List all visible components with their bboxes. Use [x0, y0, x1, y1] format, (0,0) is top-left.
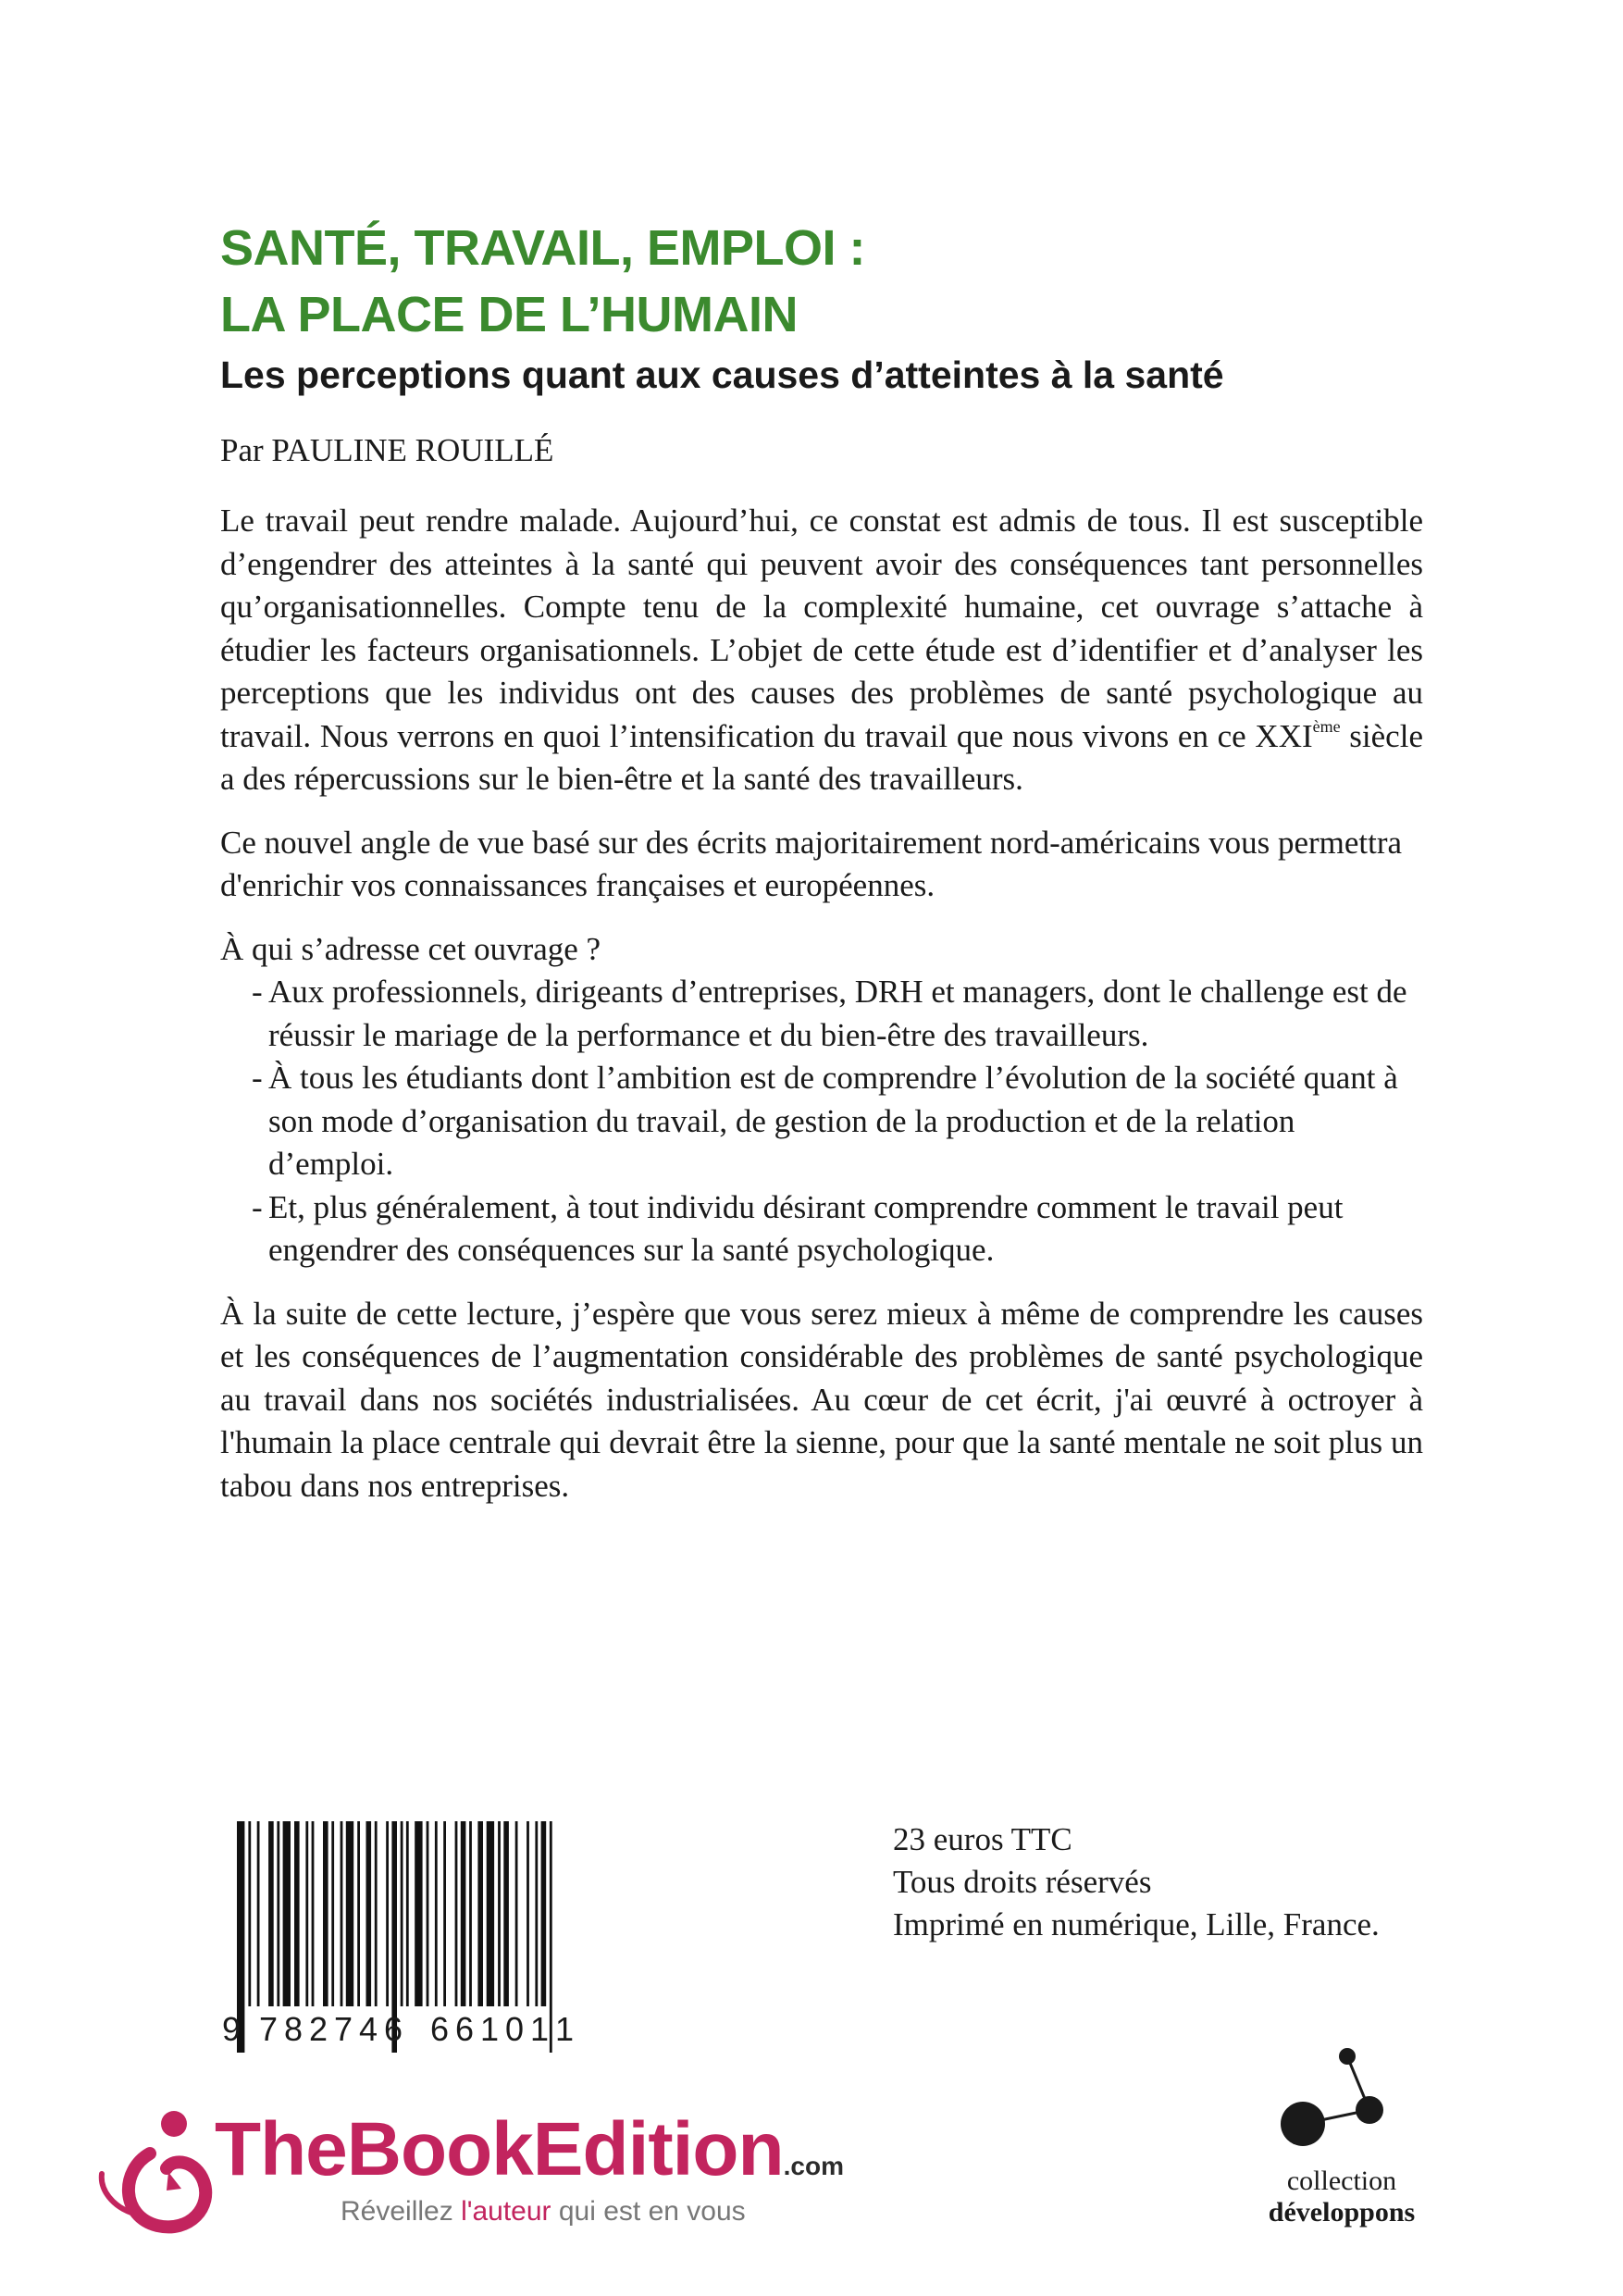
collection-molecule-icon: [1277, 2045, 1406, 2156]
paragraph-intro-part-2: siècle a des répercussions sur le bien-être et la santé des travailleurs.: [220, 717, 1423, 797]
barcode-bar: [277, 1821, 279, 2006]
book-title-line-2: LA PLACE DE L’HUMAIN: [220, 287, 798, 342]
collection-name: développons: [1268, 2197, 1416, 2228]
barcode-digit: 6: [430, 2010, 450, 2048]
century-superscript: ème: [1312, 716, 1341, 736]
back-cover-text: [220, 500, 1423, 1528]
barcode-bar: [366, 1821, 372, 2006]
barcode-bar: [248, 1821, 251, 2006]
book-subtitle: Les perceptions quant aux causes d’atteintes à la santé: [220, 354, 1224, 396]
barcode-digit: 0: [505, 2010, 525, 2048]
barcode-digit: 6: [384, 2010, 403, 2048]
barcode-bar: [312, 1821, 315, 2006]
barcode-bar: [294, 1821, 300, 2006]
barcode-bar: [515, 1821, 518, 2006]
audience-question: À qui s’adresse cet ouvrage ?: [220, 930, 601, 967]
barcode-bar: [443, 1821, 446, 2006]
barcode-digit: 9: [222, 2010, 242, 2048]
list-item-text: Aux professionnels, dirigeants d’entreprises, DRH et managers, dont le challenge est de réussir le mariage de la performance et du bien-être des travailleurs.: [268, 974, 1407, 1053]
barcode-digit: 4: [359, 2010, 378, 2048]
publisher-name: TheBookEdition: [215, 2107, 784, 2191]
barcode-bar: [455, 1821, 458, 2006]
barcode-bar: [427, 1821, 429, 2006]
barcode-bar: [346, 1821, 353, 2006]
list-item-text: Et, plus généralement, à tout individu désirant comprendre comment le travail peut engendrer des conséquences sur la santé psychologique.: [268, 1188, 1344, 1268]
list-item: [220, 1186, 1423, 1272]
barcode-bar: [406, 1821, 409, 2006]
publisher-tagline: [341, 2196, 746, 2228]
barcode-bar: [527, 1821, 529, 2006]
printed-label: Imprimé en numérique, Lille, France.: [893, 1906, 1380, 1942]
collection-label: [1240, 2166, 1443, 2228]
pricing-block: [893, 1818, 1380, 1946]
list-dash: -: [252, 1188, 263, 1225]
barcode-digit: 1: [480, 2010, 500, 2048]
barcode-bar: [503, 1821, 509, 2006]
book-title: [220, 215, 865, 348]
barcode-bar: [469, 1821, 472, 2006]
publisher-domain-suffix: .com: [783, 2152, 844, 2180]
barcode-bar: [323, 1821, 328, 2006]
tagline-end: qui est en vous: [551, 2196, 746, 2227]
barcode-digit: 6: [455, 2010, 475, 2048]
barcode-bar: [435, 1821, 438, 2006]
publisher-wordmark: [215, 2108, 844, 2208]
list-dash: -: [252, 974, 263, 1010]
list-item: [220, 971, 1423, 1057]
barcode-bar: [357, 1821, 360, 2006]
audience-list: [220, 971, 1423, 1272]
barcode-digit: 1: [555, 2010, 575, 2048]
author-line: Par PAULINE ROUILLÉ: [220, 432, 554, 468]
barcode-digit: 2: [309, 2010, 328, 2048]
list-item: [220, 1057, 1423, 1186]
barcode-bar: [268, 1821, 274, 2006]
list-dash: -: [252, 1060, 263, 1096]
barcode-bar: [401, 1821, 403, 2006]
price-label: 23 euros TTC: [893, 1821, 1072, 1857]
barcode-bar: [535, 1821, 538, 2006]
barcode-bar: [498, 1821, 501, 2006]
paragraph-intro-part-1: Le travail peut rendre malade. Aujourd’hui, ce constat est admis de tous. Il est susceptible d’engendrer des atteintes à la santé qui peuvent avoir des conséquences tant personnelles qu’organisationnelles. Compte tenu de la complexité humaine, cet ouvrage s’attache à étudier les facteurs organisationnels. L’objet de cette étude est d’identifier et d’analyser les perceptions que les individus ont des causes des problèmes de santé psychologique au travail. Nous verrons en quoi l’intensification du travail que nous vivons en ce XXI: [220, 503, 1423, 754]
barcode-digit: 1: [530, 2010, 550, 2048]
barcode-bar: [375, 1821, 378, 2006]
paragraph-conclusion: À la suite de cette lecture, j’espère que vous serez mieux à même de comprendre les causes et les conséquences de l’augmentation considérable des problèmes de santé psychologique au travail dans nos sociétés industrialisées. Au cœur de cet écrit, j'ai œuvré à octroyer à l'humain la place centrale qui devrait être la sienne, pour que la santé mentale ne soit plus un tabou dans nos entreprises.: [220, 1295, 1423, 1504]
barcode-digit: 7: [334, 2010, 353, 2048]
barcode-bar: [257, 1821, 260, 2006]
tagline-accent: l'auteur: [461, 2196, 551, 2227]
barcode-bar: [415, 1821, 422, 2006]
barcode-bar: [487, 1821, 494, 2006]
barcode-digits: [222, 2006, 615, 2053]
barcode-bar: [341, 1821, 343, 2006]
book-title-line-1: SANTÉ, TRAVAIL, EMPLOI :: [220, 220, 865, 276]
barcode-bar: [461, 1821, 466, 2006]
paragraph-angle: Ce nouvel angle de vue basé sur des écrits majoritairement nord-américains vous permettra d'enrichir vos connaissances françaises et européennes.: [220, 824, 1403, 903]
barcode-digit: 8: [284, 2010, 304, 2048]
barcode-bar: [386, 1821, 389, 2006]
barcode-bar: [541, 1821, 547, 2006]
barcode-bar: [305, 1821, 308, 2006]
tagline-start: Réveillez: [341, 2196, 462, 2227]
barcode-digit: 7: [259, 2010, 279, 2048]
list-item-text: À tous les étudiants dont l’ambition est de comprendre l’évolution de la société quant à son mode d’organisation du travail, de gestion de la production et de la relation d’emploi.: [268, 1060, 1398, 1182]
collection-word: collection: [1286, 2166, 1397, 2196]
rights-label: Tous droits réservés: [893, 1864, 1152, 1900]
barcode-bar: [331, 1821, 334, 2006]
paragraph-intro: [220, 500, 1423, 801]
barcode-bar: [283, 1821, 291, 2006]
barcode-bar: [477, 1821, 483, 2006]
